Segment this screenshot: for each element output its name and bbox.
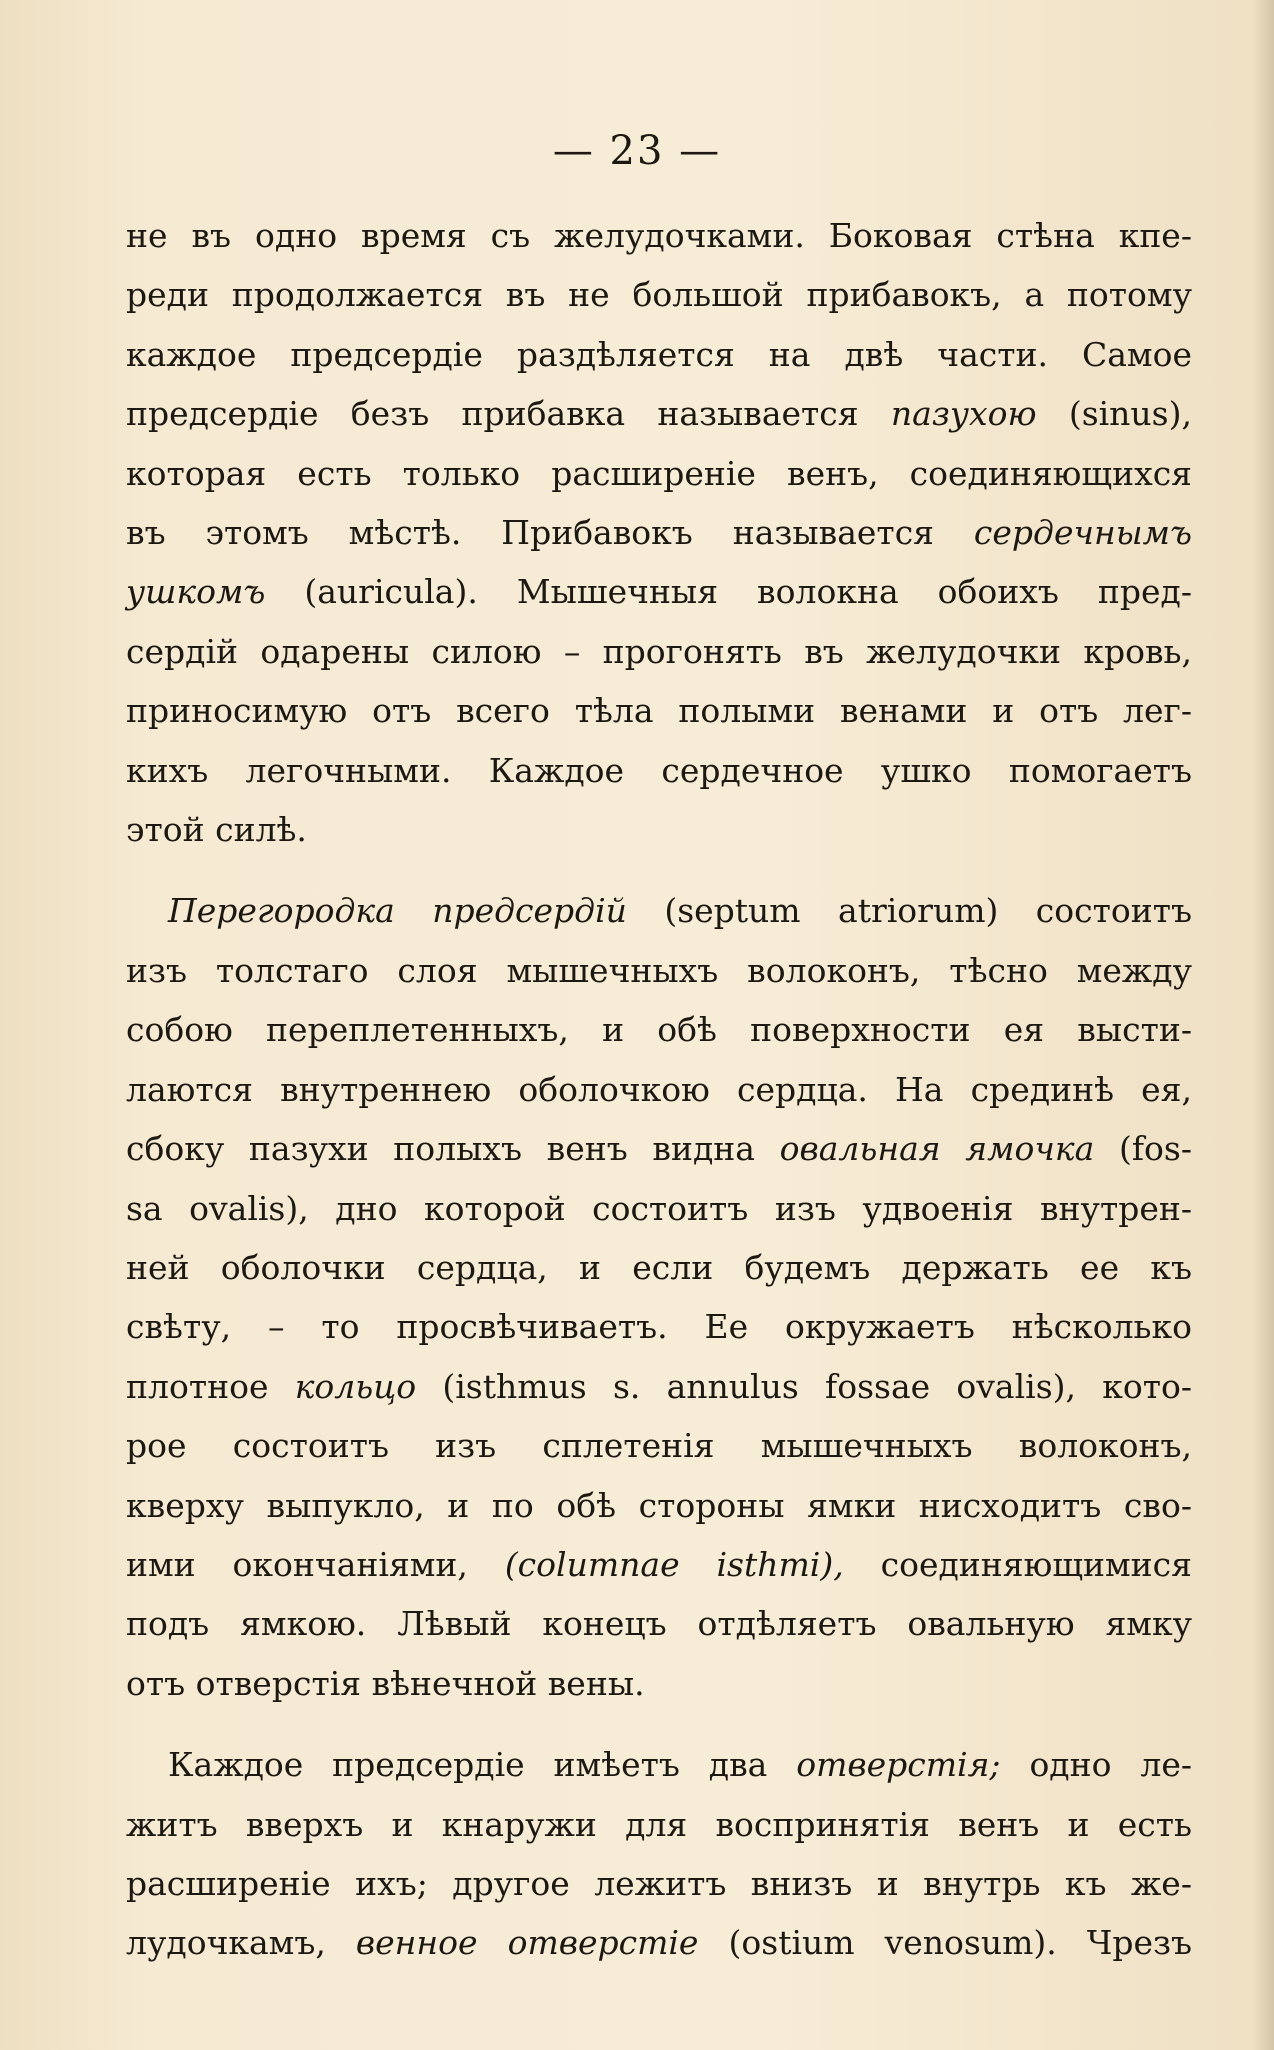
text-line: [126, 681, 1192, 740]
text-line: [126, 741, 1192, 800]
italic-term: отверстія;: [796, 1745, 1001, 1785]
text-run: (septum atriorum) состоитъ: [626, 891, 1192, 931]
text-run: изъ толстаго слоя мышечныхъ волоконъ, тѣсно между: [126, 950, 1192, 990]
text-run: не въ одно время съ желудочками. Боковая стѣна кпе-: [126, 216, 1192, 255]
text-line: [126, 1913, 1192, 1972]
text-run: собою переплетенныхъ, и обѣ поверхности ея высти-: [126, 1010, 1192, 1050]
text-line: [126, 1238, 1192, 1297]
text-run: житъ вверхъ и кнаружи для воспринятія венъ и есть: [126, 1804, 1192, 1844]
text-run: рое состоитъ изъ сплетенія мышечныхъ волоконъ,: [126, 1426, 1192, 1466]
text-line: [126, 881, 1192, 940]
text-line: [126, 265, 1192, 324]
italic-term: венное отверстіе: [355, 1923, 699, 1963]
text-run: кихъ легочными. Каждое сердечное ушко помогаетъ: [126, 750, 1192, 790]
text-line: [126, 1179, 1192, 1238]
text-run: Каждое предсердіе имѣетъ два: [168, 1745, 797, 1785]
text-line: [126, 444, 1192, 503]
text-run: этой силѣ.: [126, 810, 307, 850]
text-run: сбоку пазухи полыхъ венъ видна: [126, 1129, 780, 1169]
text-run: (ostium venosum). Чрезъ: [698, 1923, 1192, 1963]
text-line: [126, 1119, 1192, 1178]
italic-term: сердечнымъ: [973, 513, 1192, 553]
text-run: реди продолжается въ не большой прибавокъ, а потому: [126, 275, 1192, 315]
page-number: — 23 —: [552, 128, 722, 174]
text-run: лудочкамъ,: [126, 1923, 356, 1963]
text-run: сердій одарены силою – прогонять въ желудочки кровь,: [126, 631, 1192, 671]
italic-term: ушкомъ: [126, 572, 266, 612]
text-line: [126, 1357, 1192, 1416]
italic-term: кольцо: [294, 1366, 417, 1406]
text-line: [126, 1297, 1192, 1356]
text-run: каждое предсердіе раздѣляется на двѣ части. Самое: [126, 334, 1192, 374]
text-run: (fos-: [1094, 1129, 1193, 1169]
text-line: [126, 1000, 1192, 1059]
text-run: ней оболочки сердца, и если будемъ держать ее къ: [126, 1247, 1192, 1287]
text-line: [126, 1854, 1192, 1913]
text-line: [126, 1795, 1192, 1854]
text-line: [126, 1416, 1192, 1475]
text-line: [126, 562, 1192, 621]
text-line: [126, 206, 1192, 265]
text-run: (isthmus s. annulus fossae ovalis), кото-: [416, 1366, 1192, 1406]
text-run: отъ отверстія вѣнечной вены.: [126, 1663, 645, 1703]
text-run: плотное: [126, 1366, 295, 1406]
text-line: [126, 1060, 1192, 1119]
italic-term: овальная ямочка: [779, 1129, 1095, 1169]
text-line: [126, 1476, 1192, 1535]
text-run: (auricula). Мышечныя волокна обоихъ пред-: [265, 572, 1192, 612]
text-run: свѣту, – то просвѣчиваетъ. Ее окружаетъ нѣсколько: [126, 1307, 1192, 1347]
text-run: лаются внутреннею оболочкою сердца. На срединѣ ея,: [126, 1069, 1192, 1109]
text-line: [126, 1594, 1192, 1653]
text-line: [126, 325, 1192, 384]
italic-term: Перегородка предсердій: [168, 891, 627, 931]
text-run: (sinus),: [1036, 394, 1192, 434]
text-line: [126, 503, 1192, 562]
text-run: sa ovalis), дно которой состоитъ изъ удвоенія внутрен-: [126, 1188, 1192, 1228]
text-line: [126, 1735, 1192, 1794]
text-run: расширеніе ихъ; другое лежитъ внизъ и внутрь къ же-: [126, 1863, 1192, 1903]
italic-term: (columnae isthmi),: [504, 1544, 844, 1584]
text-line: [126, 1654, 1192, 1713]
text-run: въ этомъ мѣстѣ. Прибавокъ называется: [126, 513, 974, 553]
page-edge-shadow: [1252, 0, 1274, 2050]
text-run: подъ ямкою. Лѣвый конецъ отдѣляетъ овальную ямку: [126, 1604, 1192, 1644]
body-text: [126, 206, 1192, 1973]
text-run: ими окончаніями,: [126, 1544, 505, 1584]
italic-term: пазухою: [890, 394, 1037, 434]
text-line: [126, 941, 1192, 1000]
text-run: предсердіе безъ прибавка называется: [126, 394, 891, 434]
text-line: [126, 1535, 1192, 1594]
text-line: [126, 622, 1192, 681]
text-run: приносимую отъ всего тѣла полыми венами и отъ лег-: [126, 691, 1192, 731]
text-run: которая есть только расширеніе венъ, соединяющихся: [126, 453, 1192, 493]
text-run: кверху выпукло, и по обѣ стороны ямки нисходитъ сво-: [126, 1485, 1192, 1525]
text-line: [126, 800, 1192, 859]
text-line: [126, 384, 1192, 443]
text-run: одно ле-: [1000, 1745, 1193, 1785]
text-run: соединяющимися: [843, 1544, 1192, 1584]
